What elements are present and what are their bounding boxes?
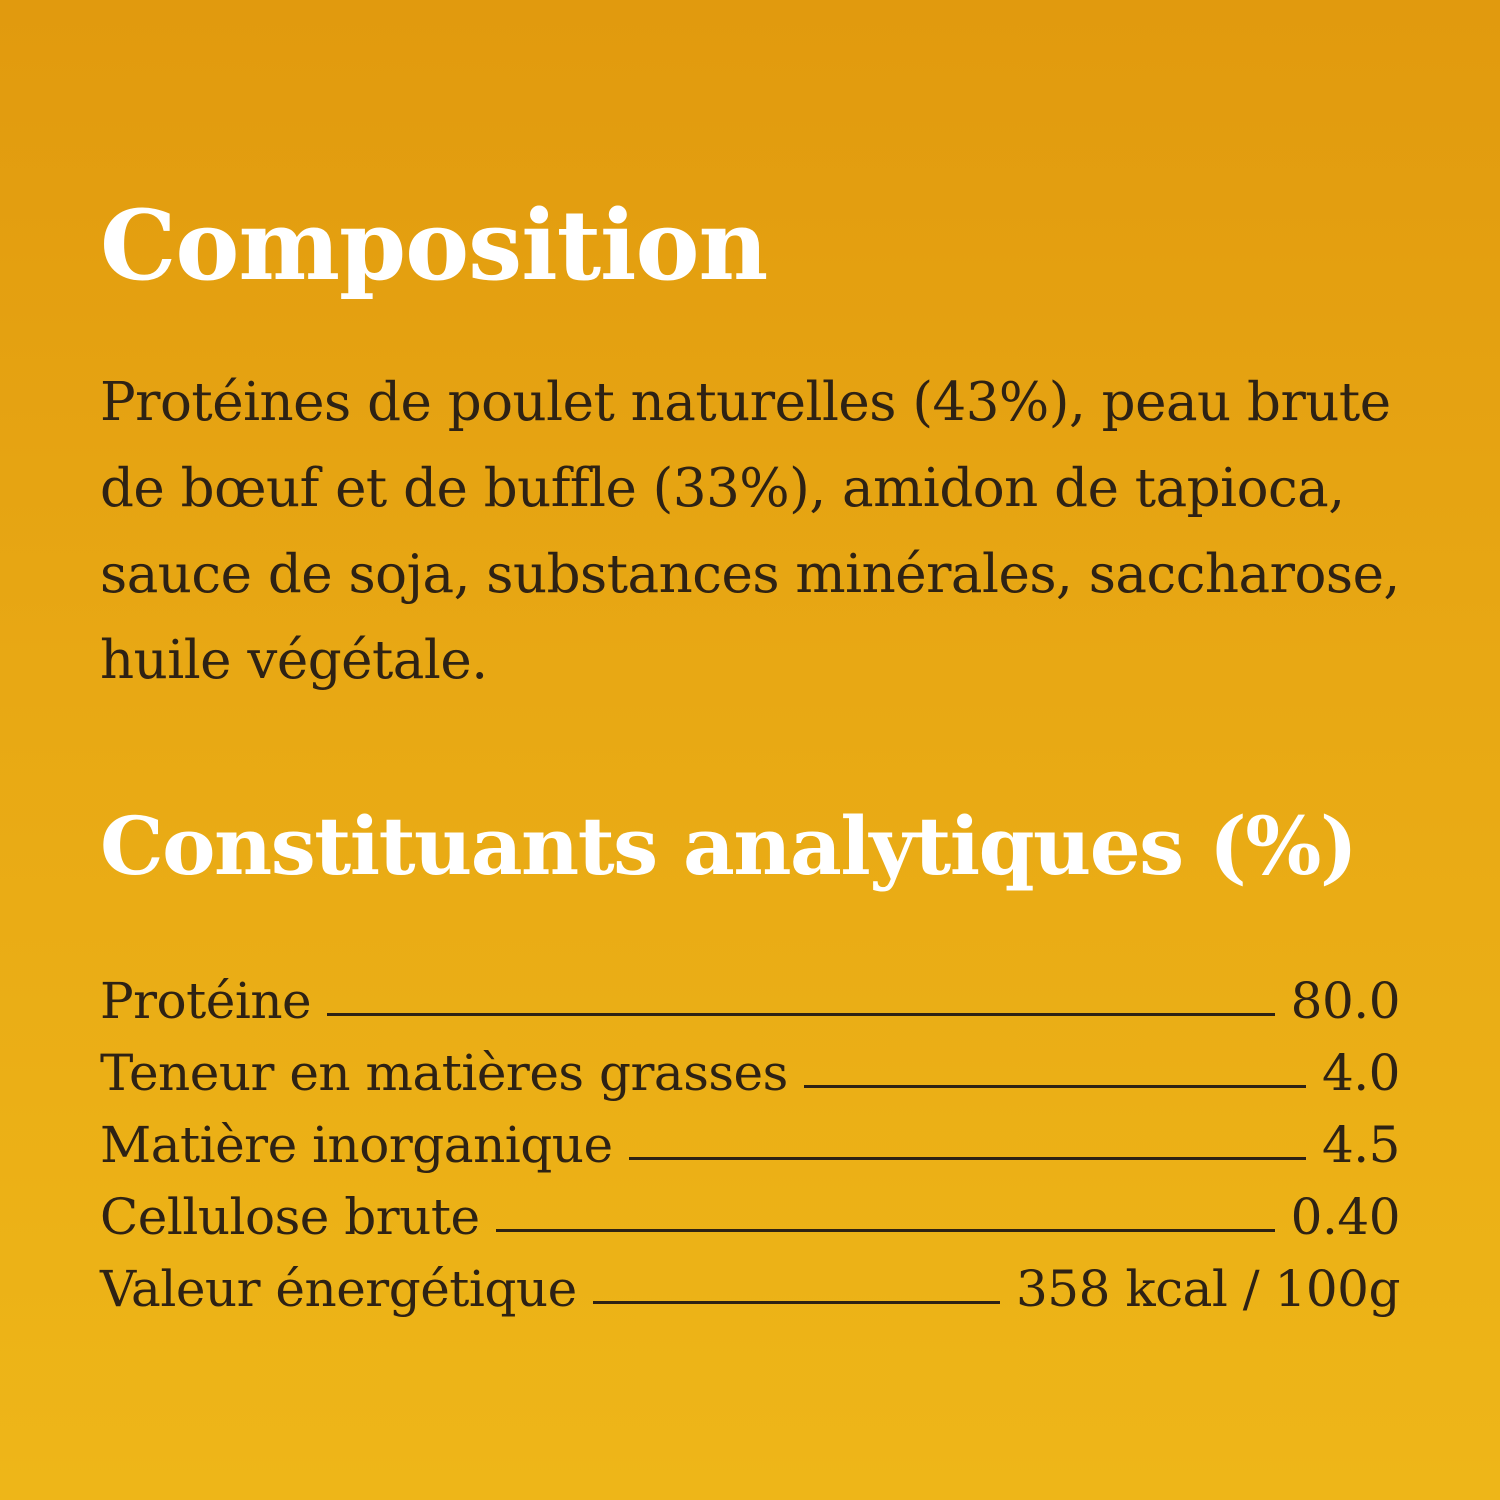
analytical-constituents-list (100, 965, 1400, 1325)
constituent-value: 4.0 (1321, 1044, 1400, 1102)
constituent-value: 4.5 (1321, 1116, 1400, 1174)
constituent-label: Valeur énergétique (100, 1260, 577, 1318)
constituent-value: 80.0 (1290, 972, 1400, 1030)
leader-line (327, 1013, 1275, 1016)
analytical-constituents-heading: Constituants analytiques (%) (100, 799, 1357, 893)
constituent-row-energy-value (100, 1253, 1400, 1325)
leader-line (593, 1301, 1000, 1304)
constituent-row-inorganic-matter (100, 1109, 1400, 1181)
leader-line (629, 1157, 1306, 1160)
constituent-row-crude-fibre (100, 1181, 1400, 1253)
composition-heading: Composition (100, 189, 768, 302)
constituent-label: Protéine (100, 972, 312, 1030)
constituent-row-protein (100, 965, 1400, 1037)
constituent-label: Teneur en matières grasses (100, 1044, 788, 1102)
constituent-label: Cellulose brute (100, 1188, 480, 1246)
constituent-row-fat (100, 1037, 1400, 1109)
leader-line (804, 1085, 1306, 1088)
constituent-value: 0.40 (1290, 1188, 1400, 1246)
composition-ingredients-text: Protéines de poulet naturelles (43%), peau brute de bœuf et de buffle (33%), amidon de tapioca, sauce de soja, substances minérales, saccharose, huile végétale. (100, 372, 1400, 691)
leader-line (496, 1229, 1275, 1232)
constituent-label: Matière inorganique (100, 1116, 613, 1174)
constituent-value: 358 kcal / 100g (1015, 1260, 1400, 1318)
